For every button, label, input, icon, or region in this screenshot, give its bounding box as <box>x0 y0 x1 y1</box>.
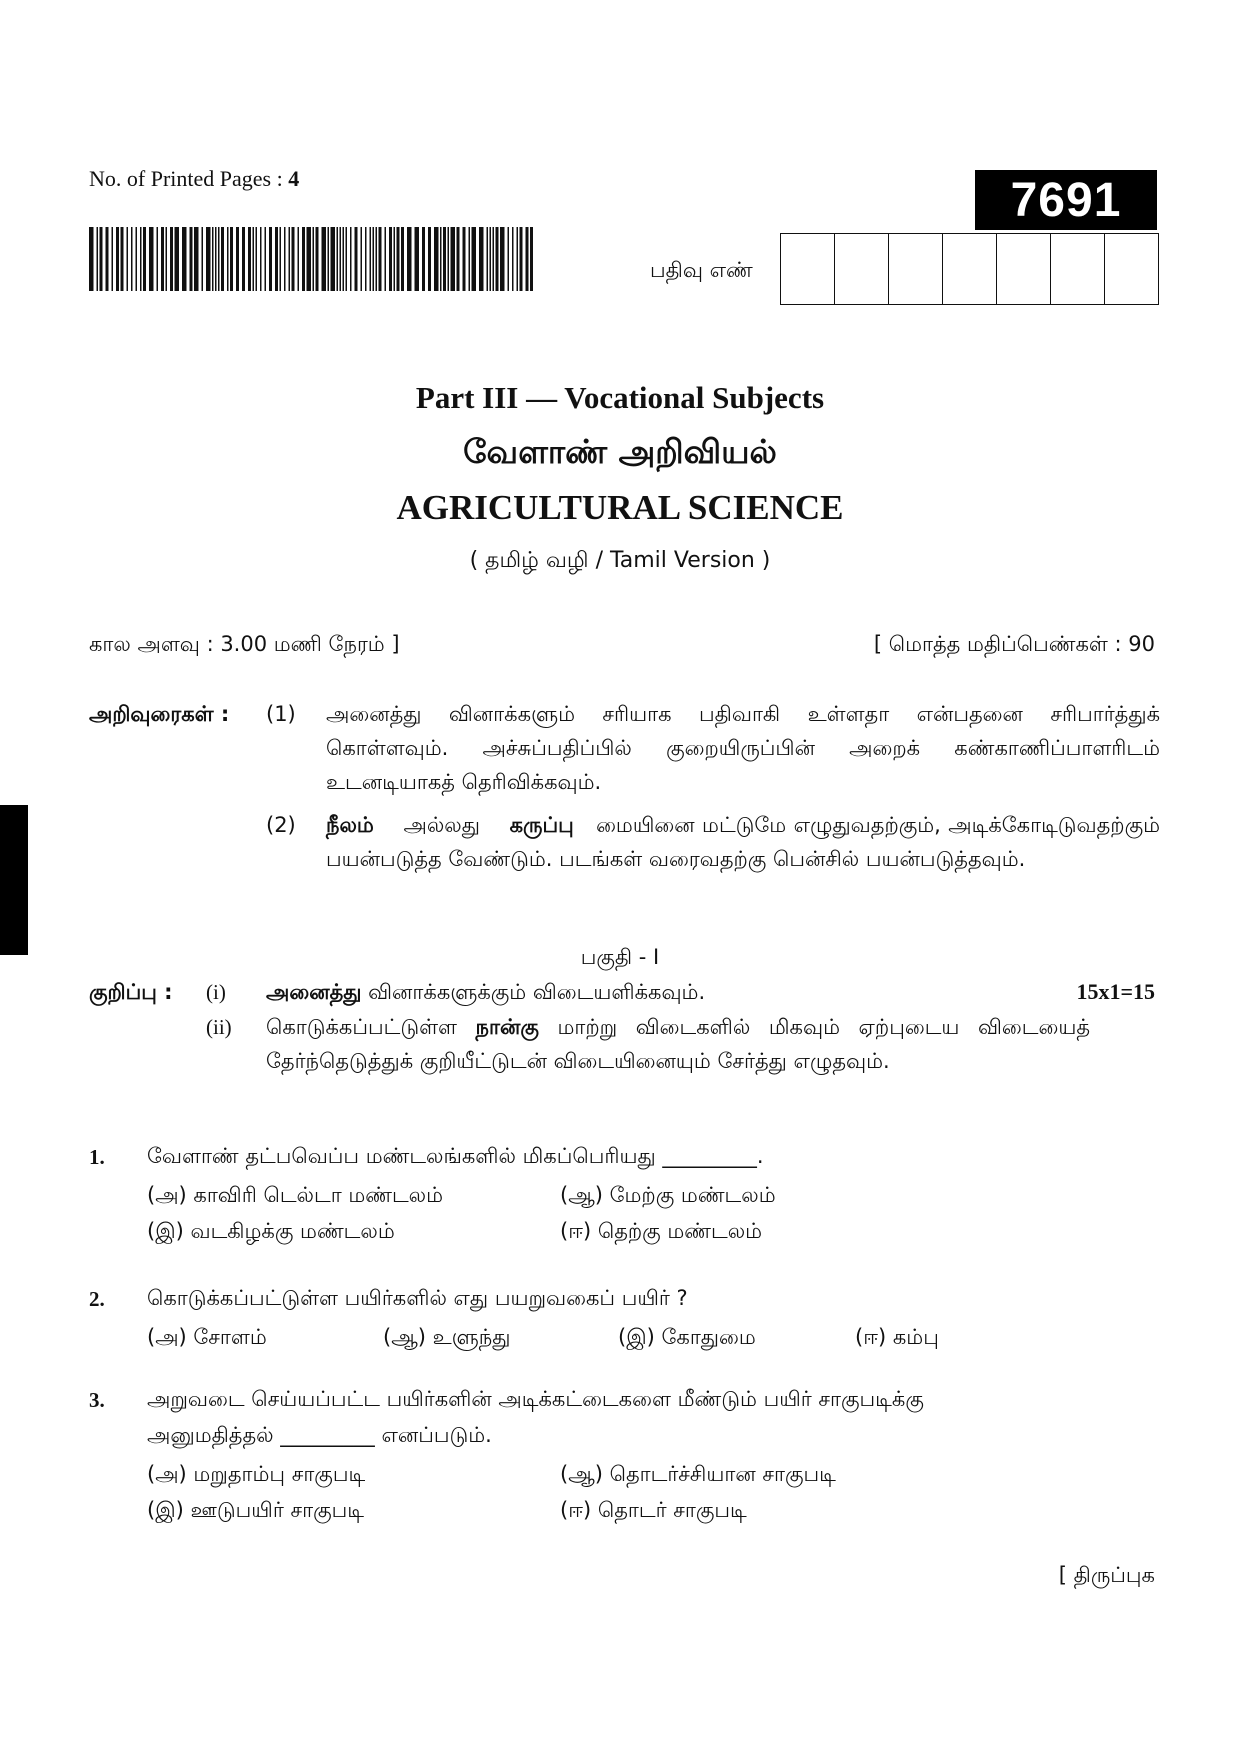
barcode-bar <box>517 227 519 291</box>
printed-pages <box>89 166 299 192</box>
question-3-text-line2: அனுமதித்தல் _________ எனப்படும். <box>147 1423 492 1447</box>
note-text-2 <box>266 1010 1090 1078</box>
barcode-bar <box>280 227 282 291</box>
barcode-bar <box>434 227 439 291</box>
register-number-label: பதிவு எண் <box>650 258 753 282</box>
barcode-bar <box>116 227 119 291</box>
question-1-number: 1. <box>89 1145 105 1169</box>
barcode-bar <box>385 227 387 291</box>
barcode-bar <box>530 227 533 291</box>
barcode-bar <box>161 227 164 291</box>
barcode-bar <box>394 227 396 291</box>
barcode-bar <box>376 227 378 291</box>
black-word: கருப்பு <box>509 813 574 837</box>
barcode-bar <box>212 227 214 291</box>
barcode-bar <box>227 227 229 291</box>
barcode-bar <box>89 227 94 291</box>
register-digit-box[interactable] <box>888 234 942 304</box>
barcode-bar <box>401 227 404 291</box>
barcode-bar <box>422 227 425 291</box>
note-num-2: (ii) <box>206 1015 232 1039</box>
register-digit-box[interactable] <box>942 234 996 304</box>
barcode-bar <box>265 227 267 291</box>
question-3-text-line1: அறுவடை செய்யப்பட்ட பயிர்களின் அடிக்கட்டைகளை மீண்டும் பயிர் சாகுபடிக்கு <box>147 1387 924 1411</box>
barcode-bar <box>307 227 312 291</box>
barcode-bar <box>190 227 193 291</box>
question-3-option-c[interactable]: (இ) ஊடுபயிர் சாகுபடி <box>147 1498 364 1522</box>
barcode-bar <box>440 227 442 291</box>
barcode-bar <box>379 227 382 291</box>
question-2-number: 2. <box>89 1287 105 1311</box>
barcode-bar <box>322 227 327 291</box>
barcode-bar <box>316 227 319 291</box>
barcode-bar <box>289 227 291 291</box>
section-marks: 15x1=15 <box>1076 979 1155 1004</box>
barcode-bar <box>292 227 295 291</box>
barcode-bar <box>428 227 431 291</box>
instruction-num-2: (2) <box>266 813 296 837</box>
barcode-bar <box>242 227 245 291</box>
register-digit-box[interactable] <box>996 234 1050 304</box>
barcode-bar <box>490 227 492 291</box>
barcode-bar <box>248 227 251 291</box>
question-1-option-d[interactable]: (ஈ) தெற்கு மண்டலம் <box>560 1219 763 1243</box>
barcode-bar <box>443 227 446 291</box>
barcode-bar <box>343 227 345 291</box>
instruction-text-2 <box>326 808 1160 876</box>
barcode-bar <box>520 227 523 291</box>
barcode-bar <box>97 227 99 291</box>
barcode-bar <box>350 227 352 291</box>
question-1-option-a[interactable]: (அ) காவிரி டெல்டா மண்டலம் <box>147 1183 443 1207</box>
barcode-bar <box>361 227 363 291</box>
barcode-bar <box>106 227 109 291</box>
barcode-bar <box>127 227 129 291</box>
barcode-bar <box>370 227 372 291</box>
barcode-bar <box>112 227 114 291</box>
barcode-bar <box>269 227 272 291</box>
barcode-bar <box>472 227 477 291</box>
barcode-bar <box>451 227 456 291</box>
barcode-bar <box>260 227 262 291</box>
barcode-bar <box>331 227 336 291</box>
question-2-text: கொடுக்கப்பட்டுள்ள பயிர்களில் எது பயறுவகைப் பயிர் ? <box>147 1286 688 1310</box>
barcode-bar <box>389 227 392 291</box>
barcode-bar <box>140 227 142 291</box>
barcode-bar <box>298 227 300 291</box>
side-margin-bar <box>0 805 28 955</box>
barcode-bar <box>206 227 211 291</box>
question-1-text: வேளாண் தட்பவெப்ப மண்டலங்களில் மிகப்பெரியது _________. <box>147 1144 764 1168</box>
note-rest-1: வினாக்களுக்கும் விடையளிக்கவும். <box>368 980 706 1004</box>
note-bold-1: அனைத்து <box>266 980 362 1004</box>
register-digit-box[interactable] <box>1104 234 1158 304</box>
barcode-bar <box>487 227 489 291</box>
register-digit-box[interactable] <box>1050 234 1104 304</box>
barcode-bar <box>373 227 375 291</box>
barcode-bar <box>253 227 255 291</box>
printed-pages-label: No. of Printed Pages : <box>89 166 283 191</box>
subject-title: AGRICULTURAL SCIENCE <box>396 488 844 527</box>
barcode-bar <box>182 227 187 291</box>
barcode-bar <box>448 227 450 291</box>
register-digit-box[interactable] <box>834 234 888 304</box>
question-1-option-b[interactable]: (ஆ) மேற்கு மண்டலம் <box>560 1183 776 1207</box>
instruction-num-1: (1) <box>266 702 296 726</box>
barcode-bar <box>215 227 217 291</box>
question-2-option-c[interactable]: (இ) கோதுமை <box>618 1325 756 1349</box>
question-1-option-c[interactable]: (இ) வடகிழக்கு மண்டலம் <box>147 1219 395 1243</box>
register-number-boxes[interactable] <box>780 233 1159 305</box>
paper-code: 7691 <box>975 170 1157 230</box>
barcode-bar <box>256 227 258 291</box>
barcode-bar <box>346 227 348 291</box>
part-title: Part III — Vocational Subjects <box>415 380 825 415</box>
barcode-bar <box>508 227 510 291</box>
barcode-bar <box>500 227 505 291</box>
note-num-1: (i) <box>206 980 226 1004</box>
barcode-bar <box>328 227 330 291</box>
barcode-bar <box>415 227 420 291</box>
barcode-bar <box>365 227 367 291</box>
note-label: குறிப்பு : <box>89 980 173 1004</box>
barcode-bar <box>202 227 204 291</box>
note-bold-2: நான்கு <box>475 1015 539 1039</box>
barcode-bar <box>221 227 224 291</box>
barcode-bar <box>194 227 199 291</box>
barcode-bar <box>313 227 315 291</box>
question-2-option-d[interactable]: (ஈ) கம்பு <box>855 1325 939 1349</box>
instruction-rest-2: மையினை மட்டுமே எழுதுவதற்கும், அடிக்கோடிடுவதற்கும் பயன்படுத்த வேண்டும். படங்கள் வரைவதற்கு பென்சில் பயன்படுத்தவும். <box>326 813 1161 871</box>
barcode-bar <box>157 227 159 291</box>
barcode-bar <box>407 227 412 291</box>
note-pre-2: கொடுக்கப்பட்டுள்ள <box>266 1015 457 1039</box>
barcode-bar <box>457 227 460 291</box>
question-3-option-a[interactable]: (அ) மறுதாம்பு சாகுபடி <box>147 1462 366 1486</box>
question-2-option-a[interactable]: (அ) சோளம் <box>147 1325 267 1349</box>
question-3-option-b[interactable]: (ஆ) தொடர்ச்சியான சாகுபடி <box>560 1462 836 1486</box>
barcode-bar <box>463 227 466 291</box>
barcode-bar <box>469 227 471 291</box>
question-2-option-b[interactable]: (ஆ) உளுந்து <box>383 1325 511 1349</box>
instructions-label: அறிவுரைகள் : <box>89 702 230 726</box>
question-3-number: 3. <box>89 1388 105 1412</box>
barcode-bar <box>275 227 278 291</box>
barcode-bar <box>170 227 173 291</box>
version-label: ( தமிழ் வழி / Tamil Version ) <box>469 548 771 573</box>
barcode-bar <box>284 227 286 291</box>
barcode-bar <box>337 227 339 291</box>
turn-over-label: [ திருப்புக <box>1058 1563 1155 1587</box>
tamil-subject-title: வேளாண் அறிவியல் <box>463 432 777 471</box>
time-duration: கால அளவு : 3.00 மணி நேரம் ] <box>89 632 400 656</box>
note-text-1 <box>266 975 705 1009</box>
barcode-bar <box>479 227 484 291</box>
barcode-bar <box>175 227 180 291</box>
or-word: அல்லது <box>403 813 480 837</box>
section-title: பகுதி - I <box>580 945 660 969</box>
barcode-bar <box>496 227 499 291</box>
barcode-bar <box>302 227 305 291</box>
barcode-bar <box>149 227 154 291</box>
barcode-bar <box>100 227 103 291</box>
barcode-bar <box>493 227 495 291</box>
barcode-bar <box>218 227 220 291</box>
note-rest-2: மாற்று விடைகளில் மிகவும் ஏற்புடைய விடையைத் தேர்ந்தெடுத்துக் குறியீட்டுடன் விடையினையும் சேர்த்து எழுதவும். <box>266 1015 1091 1073</box>
barcode-bar <box>230 227 233 291</box>
total-marks: [ மொத்த மதிப்பெண்கள் : 90 <box>873 632 1155 656</box>
barcode-bar <box>136 227 138 291</box>
barcode-bar <box>340 227 342 291</box>
register-digit-box[interactable] <box>781 234 834 304</box>
barcode-bar <box>121 227 124 291</box>
barcode-bar <box>355 227 358 291</box>
barcode <box>89 227 535 291</box>
barcode-bar <box>526 227 529 291</box>
barcode-bar <box>397 227 400 291</box>
barcode-bar <box>166 227 168 291</box>
instruction-text-1: அனைத்து வினாக்களும் சரியாக பதிவாகி உள்ளதா என்பதனை சரிபார்த்துக் கொள்ளவும். அச்சுப்பதிப்பில் குறையிருப்பின் அறைக் கண்காணிப்பாளரிடம் உடனடியாகத் தெரிவிக்கவும். <box>326 702 1160 794</box>
barcode-bar <box>143 227 146 291</box>
barcode-bar <box>512 227 514 291</box>
question-3-option-d[interactable]: (ஈ) தொடர் சாகுபடி <box>560 1498 747 1522</box>
barcode-bar <box>236 227 239 291</box>
blue-word: நீலம் <box>326 813 374 837</box>
barcode-bar <box>131 227 133 291</box>
printed-pages-value: 4 <box>288 166 300 191</box>
